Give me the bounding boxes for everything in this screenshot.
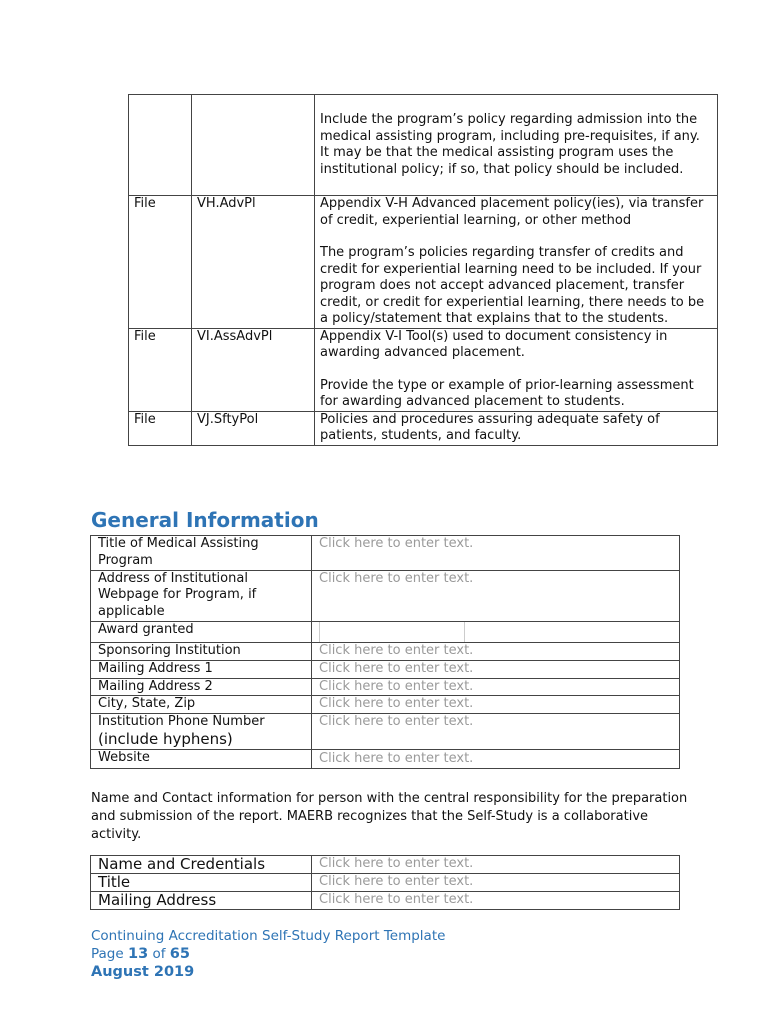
of-word: of <box>152 946 166 962</box>
table-row <box>91 570 680 621</box>
award-select[interactable] <box>312 621 680 642</box>
appendix-type <box>129 95 192 196</box>
footer-template-name: Continuing Accreditation Self-Study Report Template <box>91 928 446 944</box>
placeholder-text: Click here to enter text. <box>319 660 474 676</box>
field-label: Website <box>91 750 312 769</box>
mailing-address-1-input[interactable] <box>312 660 680 678</box>
placeholder-text: Click here to enter text. <box>319 536 474 551</box>
field-label: Title <box>91 874 312 892</box>
field-label <box>91 714 312 750</box>
appendix-description <box>315 196 718 329</box>
name-credentials-input[interactable] <box>312 856 680 874</box>
placeholder-text: Click here to enter text. <box>319 751 474 767</box>
city-state-zip-input[interactable] <box>312 696 680 714</box>
field-label: Address of Institutional Webpage for Program, if applicable <box>91 570 312 621</box>
table-row <box>91 714 680 750</box>
page-word: Page <box>91 946 124 962</box>
phone-input[interactable] <box>312 714 680 750</box>
appendix-code: VH.AdvPl <box>192 196 315 329</box>
table-row <box>91 621 680 642</box>
appendix-desc-text: Include the program’s policy regarding admission into the medical assisting program, including pre-requisites, if any. It may be that the medical assisting program uses the institutional policy; if so, that policy should be included. <box>320 112 700 177</box>
appendix-desc-text: Appendix V-H Advanced placement policy(ies), via transfer of credit, experiential learning, or other method <box>320 196 704 228</box>
table-row <box>129 196 718 329</box>
field-label: Award granted <box>91 621 312 642</box>
placeholder-text: Click here to enter text. <box>319 570 474 586</box>
placeholder-text: Click here to enter text. <box>319 892 474 907</box>
table-row <box>91 874 680 892</box>
placeholder-text: Click here to enter text. <box>319 874 474 889</box>
appendix-code: VJ.SftyPol <box>192 411 315 445</box>
placeholder-text: Click here to enter text. <box>319 642 474 658</box>
sponsor-input[interactable] <box>312 642 680 660</box>
website-input[interactable] <box>312 750 680 769</box>
table-row <box>91 678 680 696</box>
appendix-code <box>192 95 315 196</box>
field-label: Title of Medical Assisting Program <box>91 536 312 571</box>
placeholder-text: Click here to enter text. <box>319 856 474 871</box>
appendix-type: File <box>129 328 192 411</box>
appendix-type: File <box>129 196 192 329</box>
field-label: Sponsoring Institution <box>91 642 312 660</box>
field-label: Name and Credentials <box>91 856 312 874</box>
program-title-input[interactable] <box>312 536 680 571</box>
placeholder-text: Click here to enter text. <box>319 678 474 694</box>
field-label: Mailing Address 2 <box>91 678 312 696</box>
table-row <box>91 750 680 769</box>
contact-intro-paragraph: Name and Contact information for person with the central responsibility for the preparation and submission of the report. MAERB recognizes that the Self-Study is a collaborative activity. <box>91 791 688 842</box>
appendix-type: File <box>129 411 192 445</box>
table-row <box>129 328 718 411</box>
mailing-address-2-input[interactable] <box>312 678 680 696</box>
general-info-table <box>90 535 680 769</box>
appendix-desc-text: Policies and procedures assuring adequate safety of patients, students, and faculty. <box>320 411 660 443</box>
table-row <box>91 892 680 910</box>
placeholder-text: Click here to enter text. <box>319 696 474 712</box>
appendix-code: VI.AssAdvPl <box>192 328 315 411</box>
page-footer <box>91 927 445 981</box>
appendix-desc-text: The program’s policies regarding transfer of credits and credit for experiential learning need to be included. If your program does not accept advanced placement, transfer credit, or credit for experiential learning, there needs to be a policy/statement that explains that to the students. <box>320 245 705 326</box>
page-total: 65 <box>169 946 190 962</box>
table-row <box>91 642 680 660</box>
placeholder-text: Click here to enter text. <box>319 714 474 730</box>
appendix-description <box>315 95 718 196</box>
table-row <box>129 411 718 445</box>
appendix-desc-text: Appendix V-I Tool(s) used to document consistency in awarding advanced placement. <box>320 328 668 360</box>
footer-date: August 2019 <box>91 964 195 980</box>
field-label: Mailing Address <box>91 892 312 910</box>
contact-title-input[interactable] <box>312 874 680 892</box>
phone-label: Institution Phone Number <box>98 714 265 730</box>
contact-table <box>90 855 680 910</box>
contact-mailing-input[interactable] <box>312 892 680 910</box>
field-label: City, State, Zip <box>91 696 312 714</box>
section-heading: General Information <box>91 508 319 532</box>
appendix-description <box>315 328 718 411</box>
table-row <box>91 856 680 874</box>
table-row <box>129 95 718 196</box>
table-row <box>91 696 680 714</box>
field-label: Mailing Address 1 <box>91 660 312 678</box>
page-current: 13 <box>127 946 149 962</box>
webpage-input[interactable] <box>312 570 680 621</box>
appendix-description <box>315 411 718 445</box>
table-row <box>91 536 680 571</box>
award-dropdown-box[interactable] <box>319 622 465 642</box>
phone-label-note: (include hyphens) <box>98 729 233 748</box>
footer-page-number <box>91 945 445 963</box>
appendix-table <box>128 94 718 446</box>
appendix-desc-text: Provide the type or example of prior-learning assessment for awarding advanced placement to students. <box>320 377 694 409</box>
table-row <box>91 660 680 678</box>
